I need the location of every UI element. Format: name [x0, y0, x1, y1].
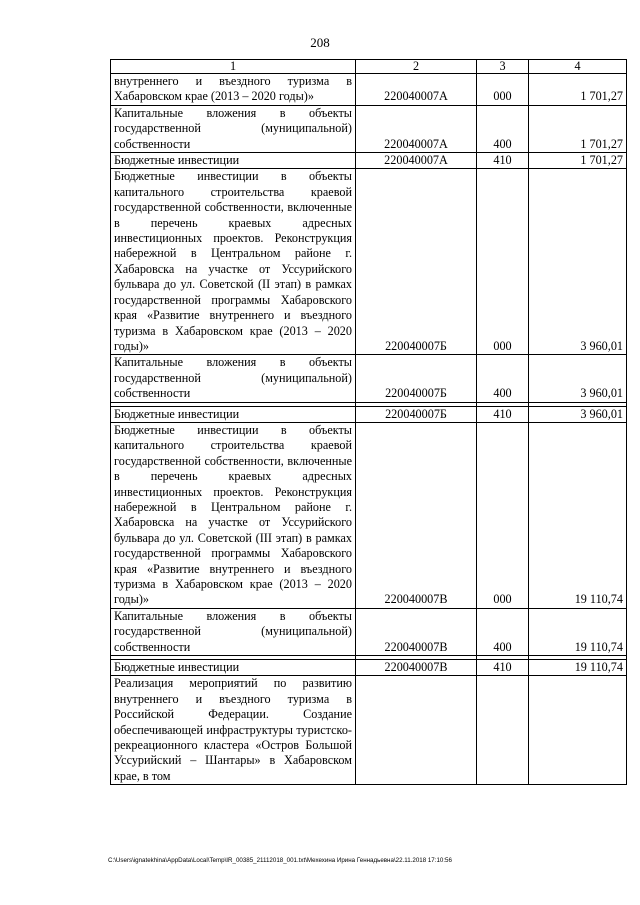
row-target-code: 220040007В	[356, 422, 477, 608]
table-header	[111, 60, 627, 74]
row-amount: 1 701,27	[529, 153, 627, 169]
row-description: Бюджетные инвестиции	[111, 406, 356, 422]
row-amount: 19 110,74	[529, 422, 627, 608]
row-expense-type: 400	[477, 608, 529, 655]
header-row	[111, 60, 627, 74]
header-col-3: 3	[477, 60, 529, 74]
row-expense-type: 410	[477, 153, 529, 169]
row-expense-type: 000	[477, 74, 529, 106]
row-amount: 1 701,27	[529, 74, 627, 106]
row-amount: 3 960,01	[529, 169, 627, 355]
row-expense-type: 400	[477, 105, 529, 152]
row-target-code: 220040007А	[356, 105, 477, 152]
table-row	[111, 355, 627, 402]
table-row	[111, 153, 627, 169]
row-amount	[529, 676, 627, 785]
table-body	[111, 74, 627, 785]
table-row	[111, 406, 627, 422]
row-expense-type: 410	[477, 406, 529, 422]
row-amount: 19 110,74	[529, 608, 627, 655]
row-target-code: 220040007А	[356, 153, 477, 169]
row-description: Бюджетные инвестиции в объекты капитального строительства краевой государственной собственности, включенные в перечень краевых адресных инвестиционных проектов. Реконструкция набережной в Центральном районе г. Хабаровска на участке от Уссурийского бульвара до ул. Советской (II этап) в рамках государственной программы Хабаровского края «Развитие внутреннего и въездного туризма в Хабаровском крае (2013 – 2020 годы)»	[111, 169, 356, 355]
row-description: Капитальные вложения в объекты государственной (муниципальной) собственности	[111, 608, 356, 655]
row-target-code: 220040007В	[356, 608, 477, 655]
table-row	[111, 169, 627, 355]
row-description: Капитальные вложения в объекты государственной (муниципальной) собственности	[111, 355, 356, 402]
row-expense-type: 000	[477, 422, 529, 608]
table-row	[111, 105, 627, 152]
row-expense-type: 400	[477, 355, 529, 402]
row-amount: 3 960,01	[529, 406, 627, 422]
row-description: Бюджетные инвестиции	[111, 153, 356, 169]
header-col-2: 2	[356, 60, 477, 74]
row-expense-type	[477, 676, 529, 785]
row-target-code	[356, 676, 477, 785]
budget-table	[110, 59, 627, 785]
table-row	[111, 422, 627, 608]
table-row	[111, 660, 627, 676]
row-expense-type: 410	[477, 660, 529, 676]
row-target-code: 220040007Б	[356, 406, 477, 422]
row-amount: 1 701,27	[529, 105, 627, 152]
table-row	[111, 74, 627, 106]
table-row	[111, 676, 627, 785]
row-description: Капитальные вложения в объекты государственной (муниципальной) собственности	[111, 105, 356, 152]
row-target-code: 220040007А	[356, 74, 477, 106]
header-col-1: 1	[111, 60, 356, 74]
row-target-code: 220040007В	[356, 660, 477, 676]
row-amount: 19 110,74	[529, 660, 627, 676]
row-target-code: 220040007Б	[356, 169, 477, 355]
row-description: Бюджетные инвестиции	[111, 660, 356, 676]
row-target-code: 220040007Б	[356, 355, 477, 402]
row-description: Реализация мероприятий по развитию внутреннего и въездного туризма в Российской Федерации. Создание обеспечивающей инфраструктуры туристско-рекреационного кластера «Остров Большой Уссурийский – Шантары» в Хабаровском крае, в том	[111, 676, 356, 785]
footer-file-path: C:\Users\ignatekhina\AppData\Local\Temp\IR_00385_21112018_001.txt\Мехехина Ирина Геннадьевна\22.11.2018 17:10:56	[108, 857, 452, 864]
row-expense-type: 000	[477, 169, 529, 355]
table-row	[111, 608, 627, 655]
header-col-4: 4	[529, 60, 627, 74]
row-description: внутреннего и въездного туризма в Хабаровском крае (2013 – 2020 годы)»	[111, 74, 356, 106]
row-amount: 3 960,01	[529, 355, 627, 402]
row-description: Бюджетные инвестиции в объекты капитального строительства краевой государственной собственности, включенные в перечень краевых адресных инвестиционных проектов. Реконструкция набережной в Центральном районе г. Хабаровска на участке от Уссурийского бульвара до ул. Советской (III этап) в рамках государственной программы Хабаровского края «Развитие внутреннего и въездного туризма в Хабаровском крае (2013 – 2020 годы)»	[111, 422, 356, 608]
page-number: 208	[310, 35, 330, 50]
